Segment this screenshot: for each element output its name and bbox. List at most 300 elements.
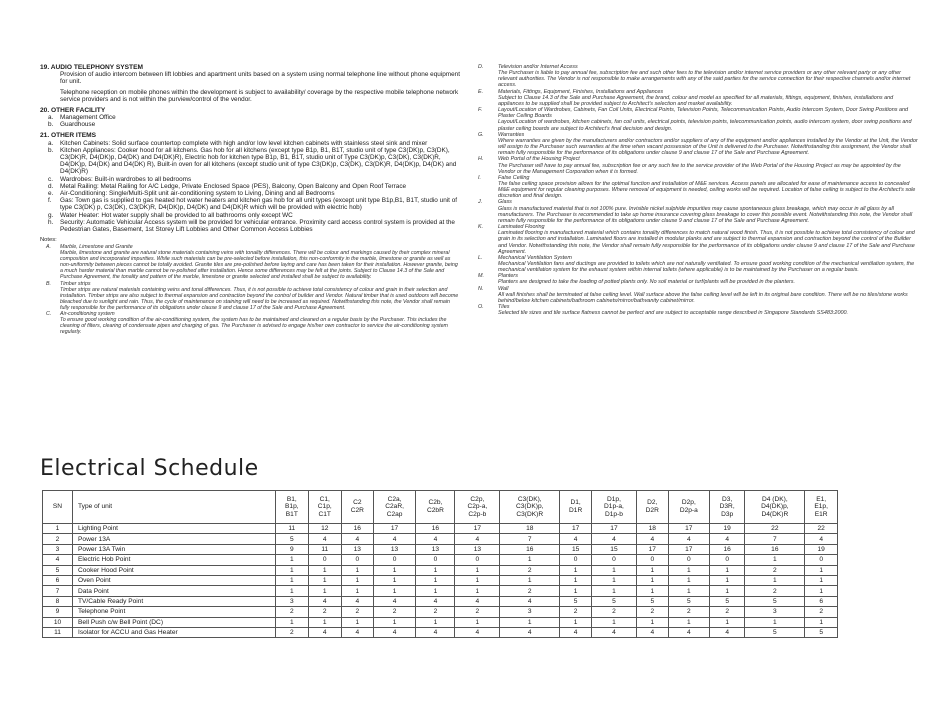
point-count: 2 — [745, 565, 805, 575]
list-item — [40, 197, 460, 211]
point-count: 7 — [745, 534, 805, 544]
note-marker: G. — [478, 131, 484, 138]
note-marker: C. — [46, 310, 52, 317]
note-title: Wall — [498, 285, 509, 292]
point-count: 4 — [416, 627, 455, 637]
note-marker: I. — [478, 174, 482, 181]
table-row — [43, 627, 838, 637]
point-count: 1 — [276, 586, 309, 596]
column-header-unit-type: B1, B1p, B1T — [276, 491, 309, 524]
point-count: 19 — [805, 544, 838, 554]
note-body — [498, 199, 918, 224]
point-count: 11 — [308, 544, 341, 554]
point-count: 4 — [373, 627, 416, 637]
point-count: 1 — [805, 565, 838, 575]
point-count: 1 — [592, 575, 637, 585]
table-row — [43, 586, 838, 596]
note-text: All wall finishes shall be terminated at false ceiling level. Wall surface above the false ceiling level will be left in its original bare condition. There will be no tiles/stone works behind/below kitchen cabinets/bathroom cabinets/mirror/bathvanity cabinet/mirror. — [498, 291, 908, 304]
table-row — [43, 534, 838, 544]
point-count: 1 — [373, 617, 416, 627]
section-21-title: 21. OTHER ITEMS — [40, 132, 97, 140]
row-number: 6 — [43, 575, 73, 585]
table-row — [43, 596, 838, 606]
point-count: 1 — [500, 617, 560, 627]
note-marker: K. — [478, 224, 484, 231]
note-marker: M. — [478, 273, 485, 280]
note-body — [60, 311, 460, 335]
item-text: Water Heater: Hot water supply shall be provided to all bathrooms only except WC — [60, 211, 293, 219]
point-count: 7 — [500, 534, 560, 544]
table-header-row — [43, 491, 838, 524]
point-count: 22 — [745, 524, 805, 534]
right-column — [478, 64, 918, 316]
point-count: 1 — [636, 575, 668, 585]
point-count: 12 — [308, 524, 341, 534]
point-count: 17 — [668, 544, 709, 554]
item-text: Metal Railing: Metal Railing for A/C Ledge, Private Enclosed Space (PES), Balcony, Open Balcony and Open Roof Terrace — [60, 182, 407, 190]
point-count: 4 — [805, 534, 838, 544]
note-title: Air-conditioning system — [60, 310, 115, 317]
point-count: 4 — [592, 627, 637, 637]
note-title: Web Portal of the Housing Project — [498, 156, 580, 163]
point-count: 5 — [668, 596, 709, 606]
note-item — [478, 156, 918, 174]
point-count: 4 — [341, 627, 373, 637]
table-row — [43, 565, 838, 575]
point-count: 1 — [709, 565, 744, 575]
column-header-unit-type: C3(DK), C3(DK)p, C3(DK)R — [500, 491, 560, 524]
item-marker: d. — [48, 182, 54, 190]
point-count: 4 — [416, 534, 455, 544]
item-marker: c. — [48, 175, 53, 183]
item-marker: a. — [48, 114, 54, 121]
point-count: 1 — [709, 575, 744, 585]
point-count: 1 — [709, 586, 744, 596]
note-title: Laminated Flooring — [498, 224, 545, 231]
point-count: 2 — [668, 607, 709, 617]
point-count: 1 — [805, 575, 838, 585]
point-count: 1 — [308, 617, 341, 627]
section-19-paragraph: Telephone reception on mobile phones within the development is subject to availability/ coverage by the respective mobile telephone network service providers and is not within the purview/control of the vendor. — [60, 88, 459, 103]
point-count: 1 — [308, 565, 341, 575]
point-count: 1 — [308, 575, 341, 585]
point-type: Power 13A Twin — [73, 544, 276, 554]
list-item — [40, 147, 460, 176]
point-count: 1 — [560, 575, 592, 585]
point-count: 1 — [341, 617, 373, 627]
point-count: 0 — [709, 555, 744, 565]
note-body — [498, 107, 918, 132]
point-count: 2 — [709, 607, 744, 617]
point-count: 2 — [500, 565, 560, 575]
note-text: Timber strips are natural materials containing veins and tonal differences. Thus, it is not possible to achieve total consistency of colour and grain in their selection and installation. Timber strips are also subject to thermal expansion and contraction beyond the control of builder and Vendor. Natural timber that is used outdoors will become bleached due to sunlight and rain. Thus, the cycle of maintenance on staining will need to be increased as required. Notwithstanding this note, the Vendor shall remain fully responsible for the performance of its obligations under clause 9 and clause 17 of the Sale and Purchase Agreement. — [60, 286, 459, 311]
point-count: 4 — [455, 596, 500, 606]
point-count: 1 — [745, 617, 805, 627]
point-type: Data Point — [73, 586, 276, 596]
note-title: Marble, Limestone and Granite — [60, 244, 133, 251]
point-count: 2 — [416, 607, 455, 617]
point-count: 1 — [416, 617, 455, 627]
point-count: 4 — [592, 534, 637, 544]
point-count: 1 — [308, 586, 341, 596]
list-item — [40, 190, 460, 197]
point-count: 2 — [276, 627, 309, 637]
point-count: 1 — [592, 565, 637, 575]
point-count: 4 — [455, 627, 500, 637]
note-title: False Ceiling — [498, 174, 530, 181]
point-count: 4 — [308, 596, 341, 606]
point-count: 1 — [341, 565, 373, 575]
point-count: 1 — [416, 565, 455, 575]
list-item — [40, 114, 460, 121]
note-text: The Purchaser is liable to pay annual fee, subscription fee and such other fees to the television and/or internet service providers or any other relevant party or any other relevant authorities. The Vendor is not responsible to make arrangements with any of the said parties for the service connection for their respective channels and/or internet access. — [498, 70, 911, 89]
point-count: 17 — [455, 524, 500, 534]
note-body — [498, 304, 918, 316]
note-body — [498, 132, 918, 157]
note-text: Laminated flooring is manufactured material which contains tonality differences to match natural wood finish. Thus, it is not possible to achieve total consistency of colour and grain in its selection and installation. Laminated floors are installed in modular planks and are subject to thermal expansion and contraction beyond the control of the Builder and Vendor. Notwithstanding this note, the Vendor shall remain fully responsible for the performance of its obligations under clause 9 and clause 17 of the Sale and Purchase Agreement. — [498, 230, 915, 255]
point-count: 17 — [373, 524, 416, 534]
point-count: 4 — [341, 534, 373, 544]
note-marker: B. — [46, 280, 52, 287]
point-type: Electric Hob Point — [73, 555, 276, 565]
point-count: 1 — [636, 586, 668, 596]
point-count: 1 — [668, 565, 709, 575]
note-item — [478, 273, 918, 285]
point-count: 3 — [276, 596, 309, 606]
point-count: 3 — [500, 607, 560, 617]
point-count: 4 — [308, 627, 341, 637]
point-count: 4 — [709, 534, 744, 544]
point-count: 5 — [709, 596, 744, 606]
note-text: Glass is manufactured material that is not 100% pure. Invisible nickel sulphide impurities may cause spontaneous glass breakage, which may occur in all glass by all manufacturers. The Purchaser is recommended to take up home insurance covering glass breakage to cover this possible event. Notwithstanding this note, the Vendor shall remain fully responsible for the performance of its obligations under clause 9 and clause 17 of the Sale and Purchase Agreement. — [498, 205, 913, 224]
point-count: 1 — [592, 617, 637, 627]
point-count: 1 — [455, 565, 500, 575]
column-header-unit-type: C2p, C2p-a, C2p-b — [455, 491, 500, 524]
row-number: 11 — [43, 627, 73, 637]
point-count: 16 — [500, 544, 560, 554]
row-number: 8 — [43, 596, 73, 606]
column-header-sn: SN — [43, 491, 73, 524]
point-count: 1 — [276, 575, 309, 585]
point-count: 4 — [668, 534, 709, 544]
point-count: 1 — [455, 586, 500, 596]
item-text: Guardhouse — [60, 121, 96, 129]
point-count: 2 — [455, 607, 500, 617]
point-count: 2 — [636, 607, 668, 617]
note-text: The Purchaser will have to pay annual fee, subscription fee or any such fee to the service provider of the Web Portal of the Housing Project as may be appointed by the Vendor or the Management Corporation when it is formed. — [498, 162, 901, 175]
point-count: 5 — [592, 596, 637, 606]
item-marker: a. — [48, 139, 54, 147]
point-count: 0 — [416, 555, 455, 565]
note-title: Materials, Fittings, Equipment, Finishes, Installations and Appliances — [498, 88, 664, 95]
point-count: 0 — [805, 555, 838, 565]
column-header-unit-type: D1p, D1p-a, D1p-b — [592, 491, 637, 524]
column-header-unit-type: E1, E1p, E1R — [805, 491, 838, 524]
point-count: 5 — [745, 627, 805, 637]
point-count: 15 — [560, 544, 592, 554]
point-count: 5 — [745, 596, 805, 606]
note-marker: D. — [478, 64, 484, 70]
point-count: 0 — [560, 555, 592, 565]
note-marker: O. — [478, 304, 484, 311]
point-count: 3 — [745, 607, 805, 617]
point-count: 18 — [636, 524, 668, 534]
item-marker: g. — [48, 211, 54, 219]
point-type: Lighting Point — [73, 524, 276, 534]
point-count: 1 — [668, 575, 709, 585]
point-count: 2 — [276, 607, 309, 617]
note-title: Television and/or Internet Access — [498, 64, 578, 70]
row-number: 9 — [43, 607, 73, 617]
column-header-type: Type of unit — [73, 491, 276, 524]
point-count: 4 — [341, 596, 373, 606]
note-text: Mechanical Ventilation fans and ductings are provided to toilets which are not naturally ventilated. To ensure good working condition of the mechanical ventilation system, the mechanical ventilation system for the exhaust system within internal toilets (where applicable) is to be maintained by the Purchaser on a regular basis. — [498, 261, 915, 274]
note-marker: L. — [478, 254, 483, 261]
row-number: 4 — [43, 555, 73, 565]
list-item — [40, 140, 460, 147]
item-marker: b. — [48, 121, 54, 129]
note-item — [40, 281, 460, 311]
point-count: 18 — [500, 524, 560, 534]
column-header-unit-type: C2b, C2bR — [416, 491, 455, 524]
note-marker: H. — [478, 156, 484, 163]
point-count: 1 — [636, 565, 668, 575]
item-text: Air-Conditioning: Single/Multi-Split unit air-conditioning system to Living, Dining and all Bedrooms — [60, 189, 335, 197]
point-count: 1 — [745, 575, 805, 585]
point-count: 4 — [308, 534, 341, 544]
note-text: Where warranties are given by the manufacturers and/or contractors and/or suppliers of any of the equipment and/or appliances installed by the Vendor at the Unit, the Vendor will assign to the Purchaser such warranties at the time when vacant possession of the Unit is delivered to the Purchaser. Notwithstanding this assignment, the Vendor shall remain fully responsible for the performance of its obligations under clause 9 and clause 17 of the Sale and Purchase Agreement. — [498, 137, 918, 157]
point-count: 1 — [276, 555, 309, 565]
item-marker: e. — [48, 189, 54, 197]
item-text: Kitchen Cabinets: Solid surface countertop complete with high and/or low level kitchen cabinets with stainless steel sink and mixer — [60, 139, 428, 147]
notes-list — [40, 244, 460, 335]
point-count: 19 — [709, 524, 744, 534]
note-title: Tiles — [498, 304, 510, 311]
point-count: 4 — [560, 534, 592, 544]
note-item — [478, 255, 918, 273]
note-item — [478, 132, 918, 157]
note-item — [478, 304, 918, 316]
note-body — [60, 281, 460, 311]
point-type: Bell Push c/w Bell Point (DC) — [73, 617, 276, 627]
point-count: 4 — [373, 596, 416, 606]
item-text: Kitchen Appliances: Cooker hood for all kitchens. Gas hob for all kitchens (except type B1p, B1, B1T, studio unit of type C3(DK)p, C3(DK), C3(DK)R, D4(DK)p, D4(DK) and D4(DK)R), Electric hob for kitchen type B1p, B1, B1T, studio unit of Type C3(DK)p, C3(DK), C3(DK)R, D4(DK)p, D4(DK) and D4(DK) R), Built-in oven for all kitchens (except studio unit of type C3(DK)p, C3(DK), C3(DK)R, D4(DK)p, D4(DK) and D4(DK)R) — [60, 146, 457, 176]
note-marker: J. — [478, 199, 483, 206]
point-count: 11 — [276, 524, 309, 534]
point-count: 22 — [805, 524, 838, 534]
column-header-unit-type: C2a, C2aR, C2ap — [373, 491, 416, 524]
point-count: 1 — [276, 565, 309, 575]
point-count: 17 — [592, 524, 637, 534]
point-type: Telephone Point — [73, 607, 276, 617]
column-header-unit-type: D3, D3R, D3p — [709, 491, 744, 524]
note-title: Planters — [498, 273, 518, 280]
note-title: Warranties — [498, 131, 525, 138]
table-row — [43, 524, 838, 534]
item-marker: b. — [48, 146, 54, 154]
point-count: 0 — [373, 555, 416, 565]
point-count: 16 — [341, 524, 373, 534]
list-item — [40, 212, 460, 219]
point-count: 4 — [709, 627, 744, 637]
point-count: 0 — [592, 555, 637, 565]
point-count: 1 — [668, 617, 709, 627]
point-count: 1 — [560, 565, 592, 575]
point-count: 16 — [745, 544, 805, 554]
point-count: 4 — [636, 627, 668, 637]
item-text: Gas: Town gas is supplied to gas heated hot water heaters and kitchen gas hob for all unit types (except unit type B1p,B1, B1T, studio unit of type C3(DK) p, C3(DK), C3(DK)R, D4(DK)p, D4(DK) and D4(DK)R which will be provided with electric hob) — [60, 197, 458, 212]
point-count: 4 — [636, 534, 668, 544]
point-count: 1 — [455, 617, 500, 627]
section-20-list — [40, 114, 460, 128]
point-count: 1 — [560, 617, 592, 627]
note-body — [498, 156, 918, 174]
note-marker: F. — [478, 107, 483, 114]
note-marker: E. — [478, 88, 484, 95]
point-type: TV/Cable Ready Point — [73, 596, 276, 606]
note-item — [478, 224, 918, 255]
point-count: 1 — [805, 586, 838, 596]
point-count: 2 — [500, 586, 560, 596]
note-item — [478, 286, 918, 304]
column-header-unit-type: C2 C2R — [341, 491, 373, 524]
point-count: 1 — [500, 555, 560, 565]
point-count: 5 — [636, 596, 668, 606]
schedule-title: Electrical Schedule — [40, 456, 259, 481]
note-text: Marble, limestone and granite are natural stone materials containing veins with tonality differences. There will be colour and markings caused by their complex mineral composition and incorporated impurities. While such materials can be pre-selected before installation, this non-conformity in the marble, limestone or granite as well as non-uniformity between pieces cannot be totally avoided. Granite tiles are pre-polished before laying and care has been taken for their installation. However granite, being a much harder material than marble cannot be re-polished after installation. Hence some differences may be felt at the joints. Subject to Clause 14.3 of the Sale and Purchase Agreement, the tonality and pattern of the marble, limestone or granite selected and installed shall be subject to availability. — [60, 250, 458, 281]
point-count: 0 — [668, 555, 709, 565]
note-marker: N. — [478, 285, 484, 292]
table-row — [43, 607, 838, 617]
point-count: 1 — [341, 586, 373, 596]
point-type: Isolator for ACCU and Gas Heater — [73, 627, 276, 637]
point-count: 1 — [805, 617, 838, 627]
notes-list — [478, 64, 918, 316]
point-count: 1 — [500, 575, 560, 585]
point-count: 4 — [668, 627, 709, 637]
point-count: 1 — [373, 565, 416, 575]
point-count: 1 — [668, 586, 709, 596]
note-body — [498, 89, 918, 107]
point-count: 4 — [500, 627, 560, 637]
note-item — [478, 107, 918, 132]
point-count: 2 — [805, 607, 838, 617]
point-count: 2 — [592, 607, 637, 617]
note-item — [40, 244, 460, 280]
row-number: 3 — [43, 544, 73, 554]
item-marker: f. — [48, 197, 52, 205]
column-header-unit-type: C1, C1p, C1T — [308, 491, 341, 524]
note-text: Planters are designed to take the loading of potted plants only. No soil material or turf/plants will be provided in the planters. — [498, 279, 796, 286]
note-item — [478, 89, 918, 107]
point-count: 1 — [373, 586, 416, 596]
table-body — [43, 524, 838, 638]
column-header-unit-type: D2, D2R — [636, 491, 668, 524]
note-text: Selected tile sizes and tile surface flatness cannot be perfect and are subject to acceptable range described in Singapore Standards SS483:2000. — [498, 310, 849, 317]
note-title: Layout/Location of Wardrobes, Cabinets, Fan Coil Units, Electrical Points, Television Points, Telecommunication Points, Audio Intercom System, Door Swing Positions and Plaster Ceiling Boards — [498, 107, 909, 120]
row-number: 5 — [43, 565, 73, 575]
table-row — [43, 575, 838, 585]
point-type: Oven Point — [73, 575, 276, 585]
left-column — [40, 64, 460, 335]
point-count: 4 — [373, 534, 416, 544]
point-count: 2 — [745, 586, 805, 596]
column-header-unit-type: D4 (DK), D4(DK)p, D4(DK)R — [745, 491, 805, 524]
note-marker: A. — [46, 244, 52, 251]
note-text: To ensure good working condition of the air-conditioning system, the system has to be maintained and cleaned on a regular basis by the Purchaser. This includes the cleaning of filters, clearing of condensate pipes and charging of gas. The Purchaser is advised to engage his/her own contractor to service the air-conditioning system regularly. — [60, 316, 448, 335]
point-count: 4 — [455, 534, 500, 544]
point-count: 0 — [455, 555, 500, 565]
item-marker: h. — [48, 218, 54, 226]
point-count: 5 — [805, 627, 838, 637]
note-item — [478, 175, 918, 200]
point-count: 13 — [373, 544, 416, 554]
electrical-schedule-table — [42, 490, 838, 638]
point-count: 1 — [276, 617, 309, 627]
note-body — [498, 273, 918, 285]
point-count: 2 — [341, 607, 373, 617]
table-row — [43, 617, 838, 627]
point-count: 1 — [455, 575, 500, 585]
note-text: Subject to Clause 14.3 of the Sale and Purchase Agreement, the brand, colour and model as specified for all materials, fittings, equipment, finishes, installations and appliances to be supplied shall be provided subject to Architect's selection and market availability. — [498, 94, 894, 107]
point-count: 1 — [341, 575, 373, 585]
point-count: 2 — [560, 607, 592, 617]
point-count: 17 — [636, 544, 668, 554]
point-count: 2 — [308, 607, 341, 617]
table-row — [43, 544, 838, 554]
section-19-title: 19. AUDIO TELEPHONY SYSTEM — [40, 64, 143, 71]
note-body — [498, 255, 918, 273]
section-19-paragraph: Provision of audio intercom between lift lobbies and apartment units based on a system using normal telephone line without phone equipment for unit. — [60, 71, 461, 86]
point-count: 5 — [276, 534, 309, 544]
note-title: Timber strips — [60, 280, 91, 287]
section-21-list — [40, 140, 460, 234]
row-number: 7 — [43, 586, 73, 596]
point-count: 0 — [308, 555, 341, 565]
list-item — [40, 176, 460, 183]
list-item — [40, 121, 460, 128]
point-count: 9 — [276, 544, 309, 554]
point-count: 1 — [416, 575, 455, 585]
point-count: 0 — [636, 555, 668, 565]
list-item — [40, 219, 460, 233]
point-count: 0 — [341, 555, 373, 565]
note-body — [498, 175, 918, 200]
note-body — [498, 224, 918, 255]
row-number: 1 — [43, 524, 73, 534]
point-count: 1 — [636, 617, 668, 627]
note-text: Layout/Location of wardrobes, kitchen cabinets, fan coil units, electrical points, television points, telecommunication points, audio intercom system, door swing positions and plaster ceiling boards are subject to Architect's final decision and design. — [498, 119, 912, 132]
note-title: Glass — [498, 199, 512, 206]
point-count: 1 — [745, 555, 805, 565]
point-count: 17 — [560, 524, 592, 534]
point-count: 1 — [592, 586, 637, 596]
point-count: 4 — [560, 627, 592, 637]
item-text: Management Office — [60, 114, 116, 121]
note-item — [478, 199, 918, 224]
point-count: 16 — [709, 544, 744, 554]
point-type: Power 13A — [73, 534, 276, 544]
note-item — [40, 311, 460, 335]
list-item — [40, 183, 460, 190]
point-count: 13 — [341, 544, 373, 554]
point-count: 1 — [560, 586, 592, 596]
point-count: 13 — [455, 544, 500, 554]
section-20-title: 20. OTHER FACILITY — [40, 106, 106, 114]
point-type: Cooker Hood Point — [73, 565, 276, 575]
row-number: 2 — [43, 534, 73, 544]
point-count: 1 — [373, 575, 416, 585]
